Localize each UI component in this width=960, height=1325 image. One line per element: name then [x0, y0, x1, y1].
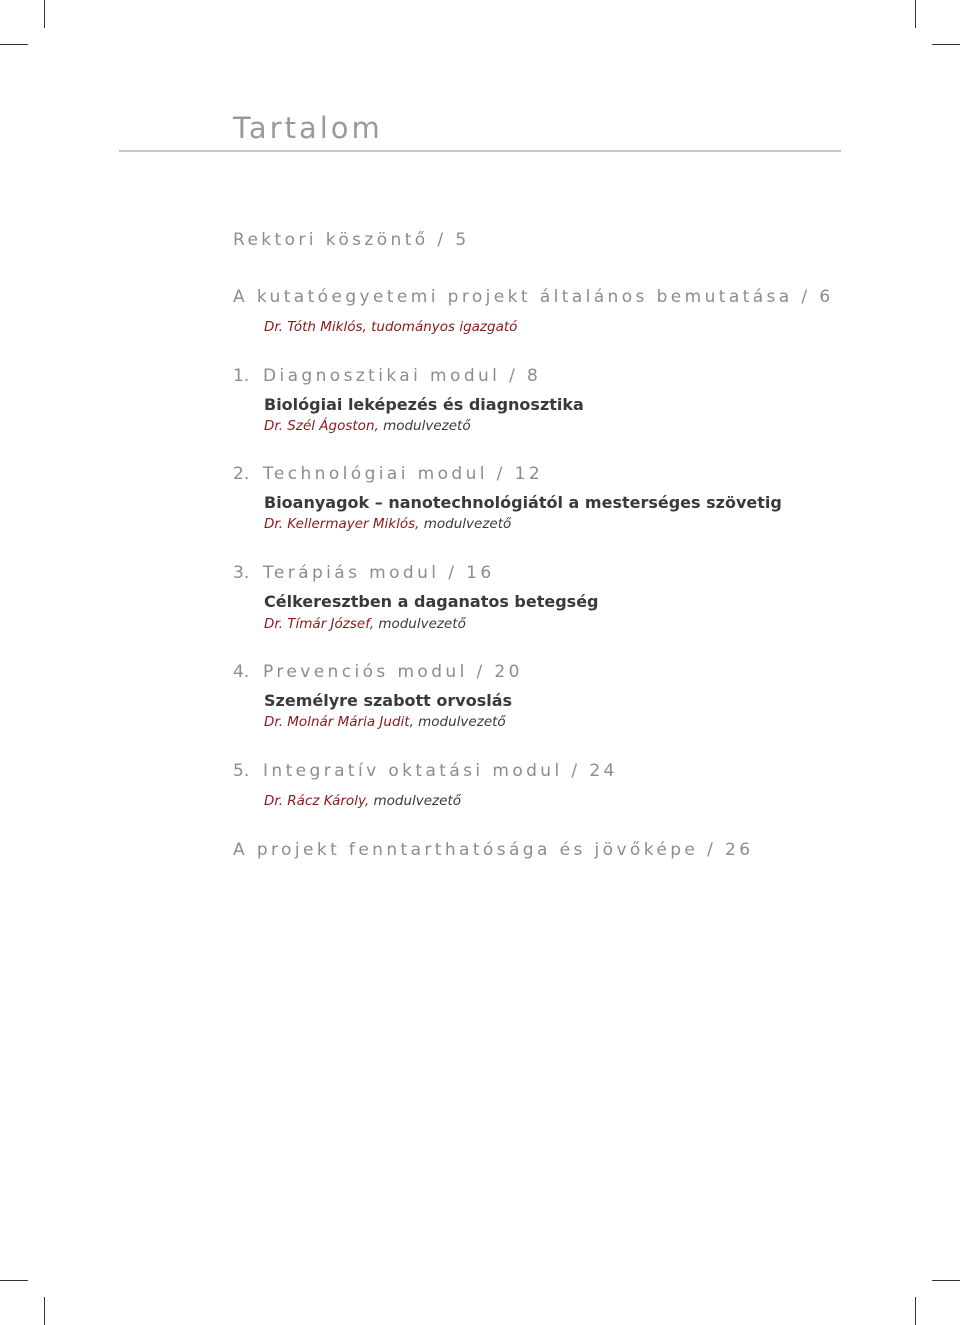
toc-entry-module-5[interactable]: [233, 763, 618, 780]
crop-mark-tl-h: [0, 44, 28, 45]
module-3-author-name: Dr. Tímár József: [264, 616, 370, 632]
author-altalanos-text: Dr. Tóth Miklós, tudományos igazgató: [264, 319, 518, 335]
crop-mark-br-v: [915, 1297, 916, 1325]
crop-mark-br-h: [932, 1280, 960, 1281]
module-2-author-name: Dr. Kellermayer Miklós: [264, 516, 416, 532]
module-3-title: Terápiás modul / 16: [263, 563, 495, 583]
toc-entry-module-3[interactable]: [233, 565, 495, 582]
crop-mark-tl-v: [44, 0, 45, 28]
module-3-author: [264, 618, 466, 632]
module-3-number: 3.: [233, 563, 250, 583]
module-3-subtitle: Célkeresztben a daganatos betegség: [264, 592, 599, 611]
module-5-title: Integratív oktatási modul / 24: [263, 761, 618, 781]
module-1-title: Diagnosztikai modul / 8: [263, 366, 542, 386]
module-2-number: 2.: [233, 464, 250, 484]
toc-entry-module-1[interactable]: [233, 368, 541, 385]
toc-entry-jovokep[interactable]: A projekt fenntarthatósága és jövőképe / 26: [233, 840, 754, 860]
module-1-author-role: , modulvezető: [374, 418, 471, 434]
module-4-author-name: Dr. Molnár Mária Judit: [264, 714, 410, 730]
module-4-subtitle: Személyre szabott orvoslás: [264, 691, 513, 710]
module-1-subtitle: Biológiai leképezés és diagnosztika: [264, 395, 584, 414]
module-1-author-name: Dr. Szél Ágoston: [264, 418, 375, 434]
module-5-author-name: Dr. Rácz Károly: [264, 793, 365, 809]
author-altalanos: [264, 321, 517, 335]
module-1-number: 1.: [233, 366, 250, 386]
toc-entry-module-4[interactable]: [233, 664, 523, 681]
module-3-author-role: , modulvezető: [369, 616, 466, 632]
module-5-author-role: , modulvezető: [364, 793, 461, 809]
module-4-title: Prevenciós modul / 20: [263, 662, 523, 682]
crop-mark-bl-h: [0, 1280, 28, 1281]
crop-mark-bl-v: [44, 1297, 45, 1325]
toc-entry-module-2[interactable]: [233, 466, 543, 483]
module-1-author: [264, 420, 471, 434]
module-4-author: [264, 716, 506, 730]
crop-mark-tr-v: [915, 0, 916, 28]
module-5-author: [264, 795, 461, 809]
module-2-subtitle: Bioanyagok – nanotechnológiától a mesterséges szövetig: [264, 493, 782, 512]
page-title: Tartalom: [233, 111, 383, 145]
module-2-title: Technológiai modul / 12: [263, 464, 544, 484]
module-2-author-role: , modulvezető: [415, 516, 512, 532]
module-5-number: 5.: [233, 761, 250, 781]
module-4-number: 4.: [233, 662, 250, 682]
crop-mark-tr-h: [932, 44, 960, 45]
toc-entry-altalanos[interactable]: A kutatóegyetemi projekt általános bemutatása / 6: [233, 287, 834, 307]
toc-entry-rektori[interactable]: Rektori köszöntő / 5: [233, 230, 470, 250]
module-4-author-role: , modulvezető: [409, 714, 506, 730]
module-2-author: [264, 518, 511, 532]
title-rule: [119, 150, 841, 152]
